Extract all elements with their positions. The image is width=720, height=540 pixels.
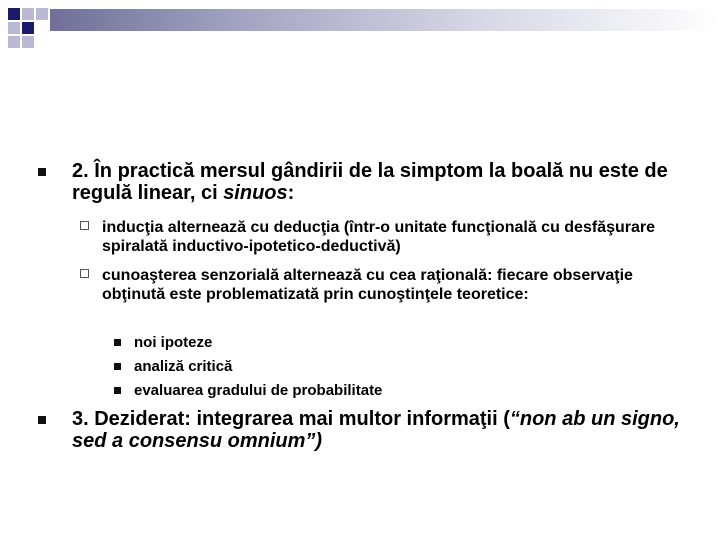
bullet-text: cunoaşterea senzorială alternează cu cea raţională: fiecare observaţie obţinută este problematizată prin cunoştinţele teoretice: [102, 267, 633, 303]
square-bullet-icon [38, 416, 46, 424]
square-bullet-icon [38, 168, 46, 176]
square-bullet-icon [114, 339, 121, 346]
bullet-text: 2. În practică mersul gândirii de la simptom la boală nu este de regulă linear, ci sinuos: [72, 160, 668, 204]
square-bullet-icon [114, 363, 121, 370]
hollow-square-bullet-icon [80, 269, 89, 278]
bullet-text: inducţia alternează cu deducţia (într-o unitate funcţională cu desfăşurare spiralată inductivo-ipotetico-deductivă) [102, 219, 655, 255]
bullet-text: evaluarea gradului de probabilitate [134, 382, 383, 399]
bullet-text: analiză critică [134, 358, 233, 375]
bullet-text: noi ipoteze [134, 334, 213, 351]
bullet-text: 3. Deziderat: integrarea mai multor informaţii (“non ab un signo, sed a consensu omnium”) [72, 408, 680, 452]
hollow-square-bullet-icon [80, 221, 89, 230]
square-bullet-icon [114, 387, 121, 394]
